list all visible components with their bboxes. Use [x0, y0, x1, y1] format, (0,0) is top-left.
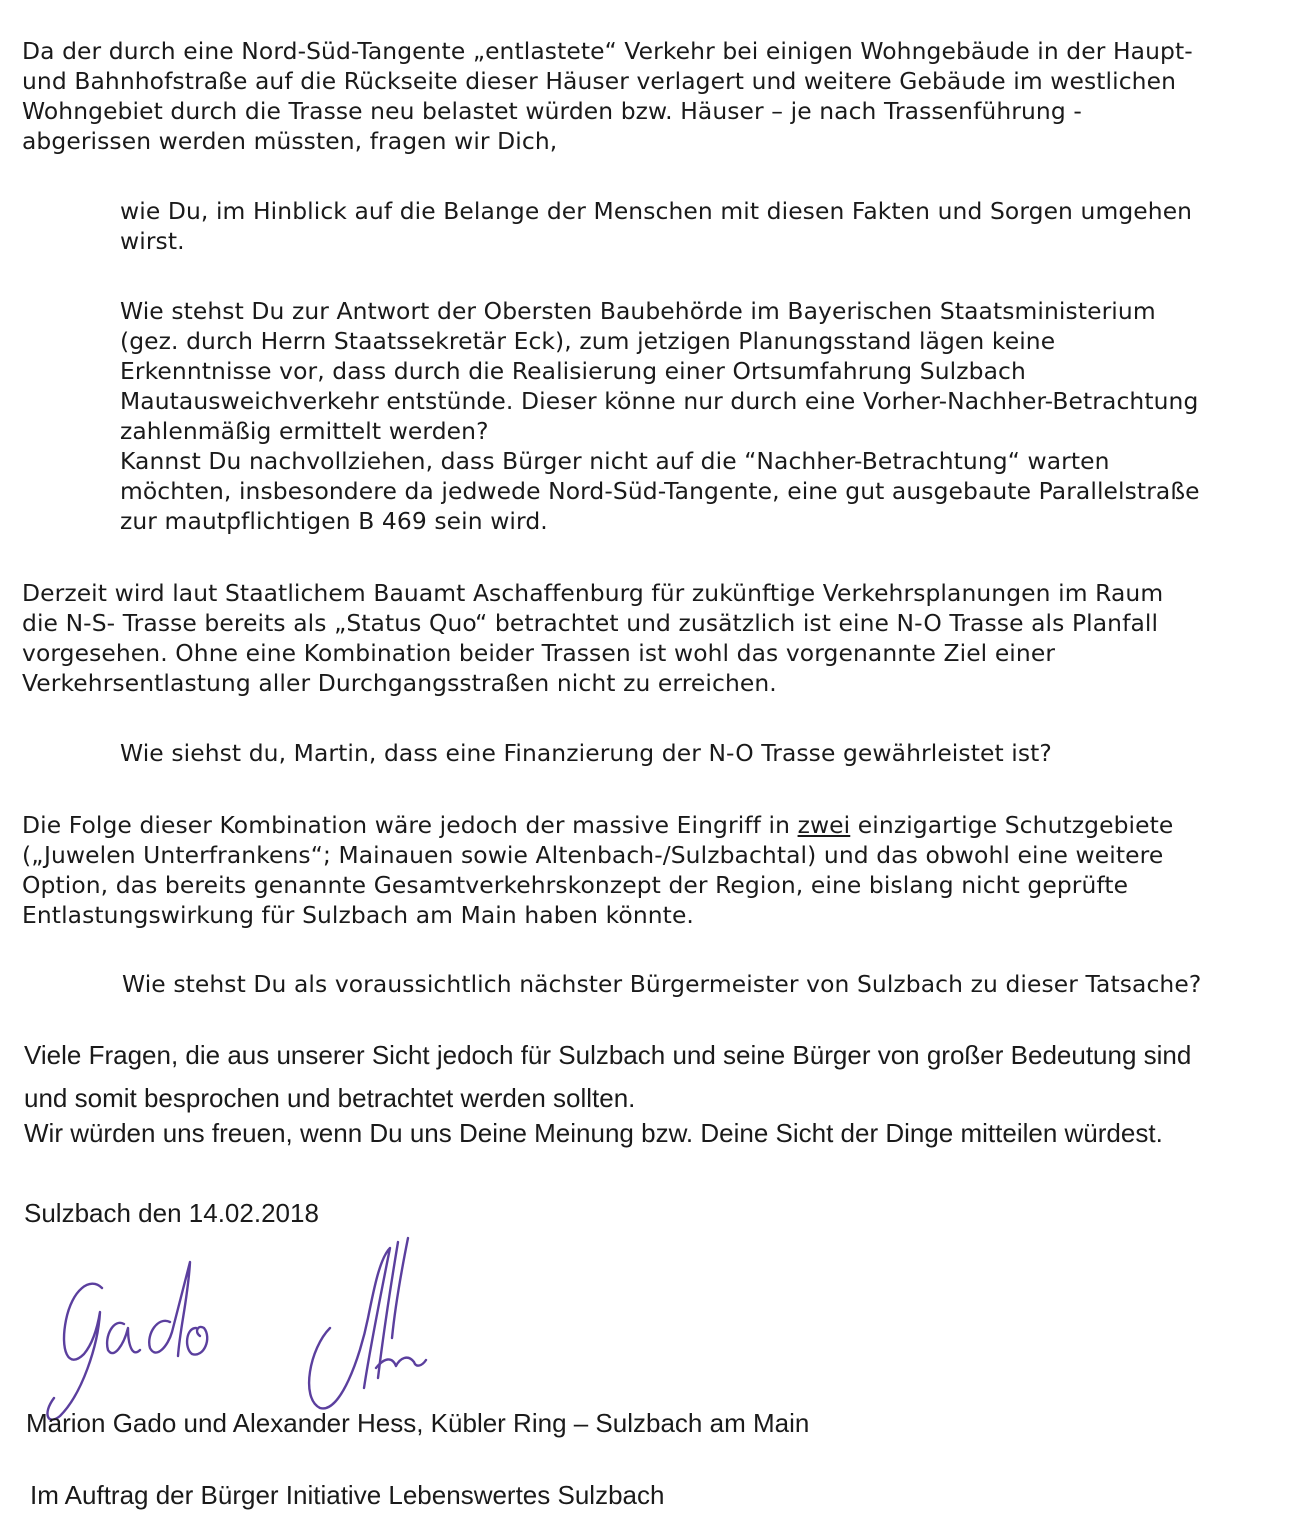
paragraph-line: („Juwelen Unterfrankens“; Mainauen sowie Altenbach-/Sulzbachtal) und das obwohl eine weitere [22, 841, 1164, 869]
paragraph-intro [22, 36, 1193, 156]
question-line: Wie siehst du, Martin, dass eine Finanzierung der N-O Trasse gewährleistet ist? [120, 739, 1052, 767]
question-line: wirst. [120, 227, 185, 255]
question-line: zahlenmäßig ermittelt werden? [120, 417, 489, 445]
underlined-word: zwei [797, 811, 851, 839]
paragraph-line: Da der durch eine Nord-Süd-Tangente „entlastete“ Verkehr bei einigen Wohngebäude in der Haupt- [22, 37, 1193, 65]
signature-stroke [47, 1284, 102, 1420]
paragraph-line: Entlastungswirkung für Sulzbach am Main haben könnte. [22, 901, 694, 929]
closing-line: Viele Fragen, die aus unserer Sicht jedoch für Sulzbach und seine Bürger von großer Bedeutung sind [24, 1040, 1192, 1070]
signature-stroke [149, 1262, 190, 1356]
closing-line: und somit besprochen und betrachtet werden sollten. [24, 1083, 636, 1113]
paragraph-line: und Bahnhofstraße auf die Rückseite dieser Häuser verlagert und weitere Gebäude im westlichen [22, 67, 1177, 95]
signature-stroke [309, 1248, 390, 1408]
signature-stroke [107, 1323, 140, 1353]
question-line: Wie stehst Du als voraussichtlich nächster Bürgermeister von Sulzbach zu dieser Tatsache? [122, 970, 1202, 998]
paragraph-line: Option, das bereits genannte Gesamtverkehrskonzept der Region, eine bislang nicht geprüfte [22, 871, 1129, 899]
question-line: Kannst Du nachvollziehen, dass Bürger nicht auf die “Nachher-Betrachtung“ warten [120, 447, 1110, 475]
question-line: (gez. durch Herrn Staatssekretär Eck), zum jetzigen Planungsstand lägen keine [120, 327, 1056, 355]
question-line: wie Du, im Hinblick auf die Belange der Menschen mit diesen Fakten und Sorgen umgehen [120, 197, 1193, 225]
question-line: Wie stehst Du zur Antwort der Obersten Baubehörde im Bayerischen Staatsministerium [120, 297, 1156, 325]
question-authority [120, 296, 1200, 536]
signatory-text: Marion Gado und Alexander Hess, Kübler Ring – Sulzbach am Main [26, 1408, 810, 1438]
paragraph-status-quo [22, 578, 1163, 698]
handwritten-signatures [20, 1228, 440, 1428]
paragraph-line: vorgesehen. Ohne eine Kombination beider Trassen ist wohl das vorgenannte Ziel einer [22, 639, 1056, 667]
closing-paragraph [24, 1034, 1191, 1155]
signature-graphic [20, 1228, 440, 1428]
mandate-line [30, 1474, 664, 1517]
signature-stroke [187, 1327, 207, 1355]
paragraph-line: abgerissen werden müssten, fragen wir Dich, [22, 127, 558, 155]
mandate-text: Im Auftrag der Bürger Initiative Lebenswertes Sulzbach [30, 1480, 665, 1510]
paragraph-line: Derzeit wird laut Staatlichem Bauamt Aschaffenburg für zukünftige Verkehrsplanungen im Raum [22, 579, 1164, 607]
signature-stroke [376, 1358, 426, 1368]
paragraph-protected-areas [22, 810, 1173, 930]
question-line: möchten, insbesondere da jedwede Nord-Süd-Tangente, eine gut ausgebaute Parallelstraße [120, 477, 1200, 505]
text-segment: Die Folge dieser Kombination wäre jedoch der massive Eingriff in [22, 811, 798, 839]
question-line: zur mautpflichtigen B 469 sein wird. [120, 507, 548, 535]
question-line: Mautausweichverkehr entstünde. Dieser könne nur durch eine Vorher-Nachher-Betrachtung [120, 387, 1199, 415]
signatory-names [26, 1402, 809, 1445]
question-line: Erkenntnisse vor, dass durch die Realisierung einer Ortsumfahrung Sulzbach [120, 357, 1026, 385]
paragraph-line: Verkehrsentlastung aller Durchgangsstraßen nicht zu erreichen. [22, 669, 777, 697]
date-text: Sulzbach den 14.02.2018 [24, 1198, 319, 1228]
paragraph-line: Wohngebiet durch die Trasse neu belastet würden bzw. Häuser – je nach Trassenführung - [22, 97, 1082, 125]
question-impact [120, 196, 1192, 256]
paragraph-line [22, 810, 1173, 840]
text-segment: einzigartige Schutzgebiete [850, 811, 1174, 839]
question-financing [120, 738, 1052, 768]
paragraph-line: die N-S- Trasse bereits als „Status Quo“ betrachtet und zusätzlich ist eine N-O Trasse als Planfall [22, 609, 1159, 637]
closing-line: Wir würden uns freuen, wenn Du uns Deine Meinung bzw. Deine Sicht der Dinge mitteilen würdest. [24, 1118, 1163, 1148]
question-mayor [122, 969, 1201, 999]
